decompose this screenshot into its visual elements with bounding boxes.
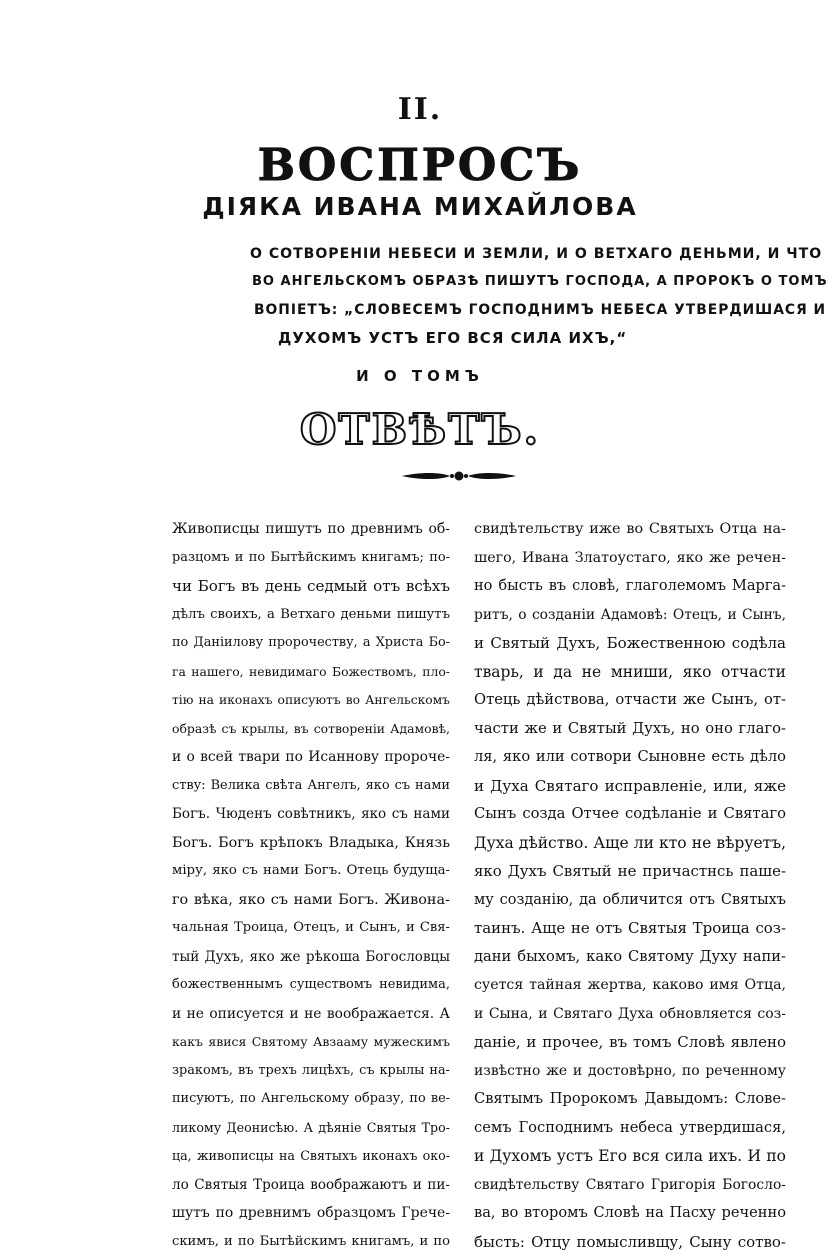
text-line: и не описуется и не воображается. А: [172, 1000, 450, 1029]
text-line: бысть: Отцу помысливщу, Сыну сотво-: [474, 1228, 786, 1256]
text-line: части же и Святый Духъ, но оно глаго-: [474, 715, 786, 744]
text-line: Богъ. Богъ крѣпокъ Владыка, Князь: [172, 829, 450, 858]
question-heading-line: О СОТВОРЕНІИ НЕБЕСИ И ЗЕМЛИ, И О ВЕТХАГО ДЕНЬМИ, И ЧТО: [250, 240, 838, 268]
text-line: и Духомъ устъ Его вся сила ихъ. И по: [474, 1142, 786, 1171]
left-text-column: [172, 515, 450, 1256]
question-heading-line: ДУХОМЪ УСТЪ ЕГО ВСЯ СИЛА ИХЪ,“: [278, 324, 838, 352]
text-line: и о всей твари по Исаннову пророче-: [172, 743, 450, 772]
text-line: свидѣтельству Святаго Григорія Богосло-: [474, 1171, 786, 1200]
text-line: даніе, и прочее, въ томъ Словѣ явлено: [474, 1028, 786, 1057]
text-line: ло Святыя Троица воображаютъ и пи-: [172, 1171, 450, 1200]
text-line: семъ Господнимъ небеса утвердишася,: [474, 1114, 786, 1143]
text-line: Отець дѣйствова, отчасти же Сынъ, от-: [474, 686, 786, 715]
text-line: шутъ по древнимъ образцомъ Грече-: [172, 1199, 450, 1228]
text-line: яко Духъ Святый не причастнсь паше-: [474, 857, 786, 886]
text-line: и Сына, и Святаго Духа обновляется соз-: [474, 1000, 786, 1029]
text-line: дани быхомъ, како Святому Духу напи-: [474, 943, 786, 972]
text-line: шего, Ивана Златоустаго, яко же речен-: [474, 544, 786, 573]
right-text-column: [474, 515, 786, 1256]
text-line: ликому Деонисѣю. А дѣяніе Святыя Тро-: [172, 1114, 450, 1143]
text-line: Сынъ созда Отчее содѣланіе и Святаго: [474, 800, 786, 829]
text-line: го вѣка, яко съ нами Богъ. Живона-: [172, 886, 450, 915]
question-heading: [258, 240, 838, 352]
text-line: Святымъ Пророкомъ Давыдомъ: Слове-: [474, 1085, 786, 1114]
text-line: га нашего, невидимаго Божествомъ, пло-: [172, 658, 450, 687]
chapter-subtitle: ДІЯКА ИВАНА МИХАЙЛОВА: [0, 192, 840, 221]
text-line: и Духа Святаго исправленіе, или, яже: [474, 772, 786, 801]
ornament-divider-icon: [400, 468, 518, 484]
question-heading-line: ВОПІЕТЪ: „СЛОВЕСЕМЪ ГОСПОДНИМЪ НЕБЕСА УТВЕРДИШАСЯ И: [254, 296, 838, 324]
text-line: ля, яко или сотвори Сыновне есть дѣло: [474, 743, 786, 772]
text-line: разцомъ и по Бытѣйскимъ книгамъ; по-: [172, 544, 450, 573]
text-line: му созданію, да обличится отъ Святыхъ: [474, 886, 786, 915]
text-line: тварь, и да не мниши, яко отчасти: [474, 658, 786, 687]
text-line: извѣстно же и достовѣрно, по реченному: [474, 1057, 786, 1086]
text-line: писуютъ, по Ангельскому образу, по ве-: [172, 1085, 450, 1114]
text-line: дѣлъ своихъ, а Ветхаго деньми пишутъ: [172, 601, 450, 630]
question-heading-line: ВО АНГЕЛЬСКОМЪ ОБРАЗѢ ПИШУТЪ ГОСПОДА, А ПРОРОКЪ О ТОМЪ: [252, 268, 838, 296]
text-line: міру, яко съ нами Богъ. Отець будуща-: [172, 857, 450, 886]
text-line: зракомъ, въ трехъ лицѣхъ, съ крылы на-: [172, 1057, 450, 1086]
text-line: и Святый Духъ, Божественною содѣла: [474, 629, 786, 658]
text-line: но бысть въ словѣ, глаголемомъ Марга-: [474, 572, 786, 601]
text-line: свидѣтельству иже во Святыхъ Отца на-: [474, 515, 786, 544]
text-line: образѣ съ крылы, въ сотвореніи Адамовѣ,: [172, 715, 450, 744]
text-line: скимъ, и по Бытѣйскимъ книгамъ, и по: [172, 1228, 450, 1256]
text-line: Духа дѣйство. Аще ли кто не вѣруетъ,: [474, 829, 786, 858]
text-line: Живописцы пишутъ по древнимъ об-: [172, 515, 450, 544]
text-line: ству: Велика свѣта Ангелъ, яко съ нами: [172, 772, 450, 801]
text-line: чи Богъ въ день седмый отъ всѣхъ: [172, 572, 450, 601]
text-line: тію на иконахъ описуютъ во Ангельскомъ: [172, 686, 450, 715]
text-line: тый Духъ, яко же рѣкоша Богословцы: [172, 943, 450, 972]
text-line: божественнымъ существомъ невидима,: [172, 971, 450, 1000]
answer-title: ОТВѢТЪ.: [0, 405, 840, 454]
text-line: какъ явися Святому Авзааму мужескимъ: [172, 1028, 450, 1057]
text-line: чальная Троица, Отецъ, и Сынъ, и Свя-: [172, 914, 450, 943]
chapter-title: ВОСПРОСЪ: [0, 140, 840, 191]
chapter-numeral: II.: [0, 92, 840, 127]
text-line: ва, во второмъ Словѣ на Пасху реченно: [474, 1199, 786, 1228]
text-line: по Даніилову пророчеству, а Христа Бо-: [172, 629, 450, 658]
text-line: Богъ. Чюденъ совѣтникъ, яко съ нами: [172, 800, 450, 829]
text-line: ца, живописцы на Святыхъ иконахъ око-: [172, 1142, 450, 1171]
and-about-line: И О ТОМЪ: [0, 367, 840, 385]
text-line: ритъ, о созданіи Адамовѣ: Отецъ, и Сынъ,: [474, 601, 786, 630]
text-line: суется тайная жертва, каково имя Отца,: [474, 971, 786, 1000]
text-line: таинъ. Аще не отъ Святыя Троица соз-: [474, 914, 786, 943]
